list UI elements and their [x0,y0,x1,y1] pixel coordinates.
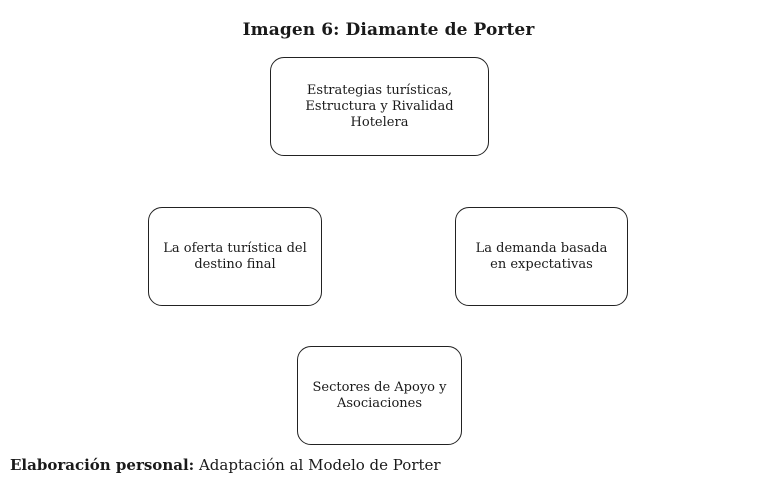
node-label [163,241,307,273]
node-label [279,83,480,131]
node-label [313,380,447,412]
node-strategy-structure-rivalry [270,57,489,156]
node-demand-conditions [455,207,628,306]
node-label-line: Asociaciones [336,395,423,411]
node-label-line: La oferta turística del [163,240,307,256]
node-label-line: Sectores de Apoyo y [312,379,447,395]
node-supporting-sectors [297,346,462,445]
source-lead: Elaboración personal: [10,456,195,474]
node-tourist-supply [148,207,322,306]
diagram-title: Imagen 6: Diamante de Porter [242,20,535,40]
node-label-line: Estructura y Rivalidad Hotelera [305,98,454,130]
node-label-line: Estrategias turísticas, [306,82,453,98]
node-label-line: La demanda basada [475,240,608,256]
node-label [476,241,608,273]
node-label-line: destino final [194,256,276,272]
source-caption [10,456,441,474]
node-label-line: en expectativas [490,256,593,272]
source-text: Adaptación al Modelo de Porter [198,456,441,474]
